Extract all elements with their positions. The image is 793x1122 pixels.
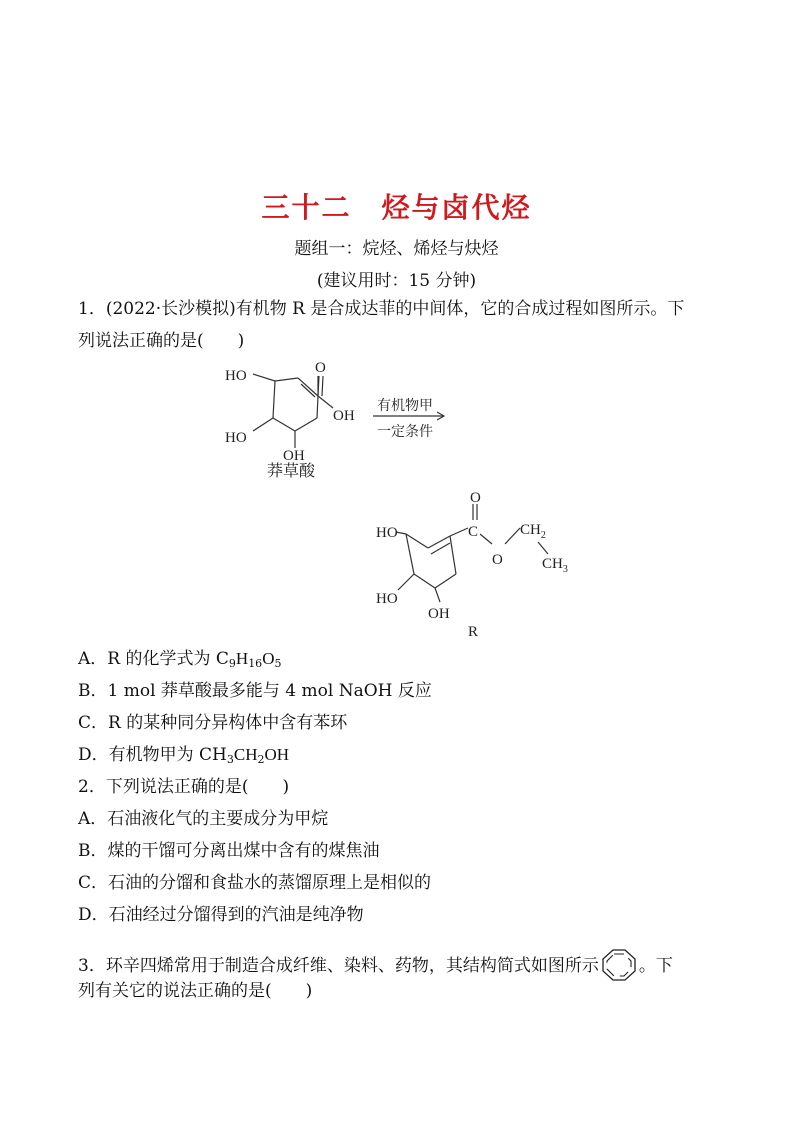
q1-option-a: A．R 的化学式为 $C_9H_{16}O_5$ xyxy=(78,649,282,670)
q1-option-c: C．R 的某种同分异构体中含有苯环 xyxy=(78,713,348,733)
hydroxyl-label: HO xyxy=(376,525,398,541)
methyl-label: $CH_3$ xyxy=(542,556,568,575)
shikimic-acid-structure xyxy=(215,356,465,486)
section-subtitle: 题组一：烷烃、烯烃与炔烃 xyxy=(294,239,499,259)
hydroxyl-label: HO xyxy=(225,430,247,446)
q2-stem: 2．下列说法正确的是( ) xyxy=(78,777,290,797)
q1-option-b: B．1 mol 莽草酸最多能与 4 mol NaOH 反应 xyxy=(78,681,432,701)
hydroxyl-label: HO xyxy=(376,591,398,607)
condition-label: 一定条件 xyxy=(377,425,433,440)
methylene-label: $CH_2$ xyxy=(520,522,546,541)
q2-option-c: C．石油的分馏和食盐水的蒸馏原理上是相似的 xyxy=(78,873,432,893)
hydroxyl-label: HO xyxy=(225,368,247,384)
q3-stem-line1: 3．环辛四烯常用于制造合成纤维、染料、药物，其结构简式如图所示 。下 xyxy=(78,948,673,982)
product-name: R xyxy=(468,624,479,640)
carbonyl-carbon-label: C xyxy=(468,524,479,540)
hydroxyl-label: OH xyxy=(283,448,305,464)
cyclooctatetraene-icon xyxy=(599,948,639,982)
time-note: (建议用时：15 分钟) xyxy=(316,271,477,291)
hydroxyl-label: OH xyxy=(333,408,355,424)
q2-option-b: B．煤的干馏可分离出煤中含有的煤焦油 xyxy=(78,841,380,861)
hydroxyl-label: OH xyxy=(428,606,450,622)
q1-stem-line2: 列说法正确的是( ) xyxy=(78,331,245,351)
q1-stem-line1: 1．(2022·长沙模拟)有机物 R 是合成达菲的中间体，它的合成过程如图所示。下 xyxy=(78,299,685,319)
q2-option-d: D．石油经过分馏得到的汽油是纯净物 xyxy=(78,905,364,925)
reagent-label: 有机物甲 xyxy=(377,399,433,414)
page-title: 三十二 烃与卤代烃 xyxy=(261,191,532,224)
q3-stem-line2: 列有关它的说法正确的是( ) xyxy=(78,981,313,1001)
product-r-structure xyxy=(370,484,600,644)
carbonyl-oxygen-label: O xyxy=(470,490,481,506)
q1-option-d: D．有机物甲为 $CH_3CH_2OH$ xyxy=(78,745,290,766)
carbonyl-oxygen-label: O xyxy=(315,360,326,376)
q2-option-a: A．石油液化气的主要成分为甲烷 xyxy=(78,809,329,829)
reactant-name: 莽草酸 xyxy=(267,463,316,480)
ester-oxygen-label: O xyxy=(492,552,503,568)
